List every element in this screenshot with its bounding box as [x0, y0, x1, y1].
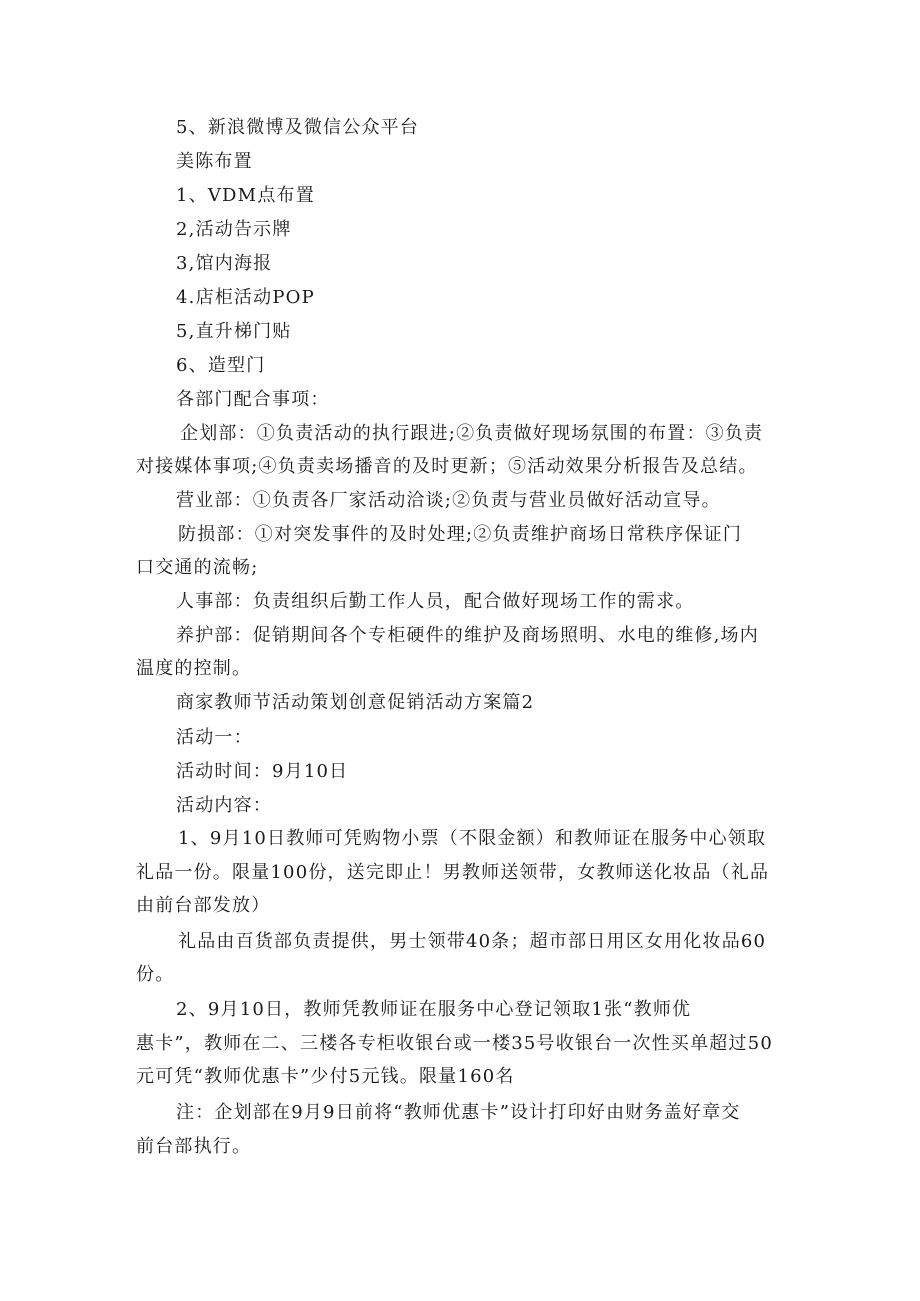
text-line: 营业部：①负责各厂家活动洽谈;②负责与营业员做好活动宣导。 — [176, 490, 721, 511]
text-line: 惠卡”，教师在二、三楼各专柜收银台或一楼35号收银台一次性买单超过50 — [136, 1033, 774, 1054]
text-line: 各部门配合事项： — [176, 389, 330, 410]
text-line: 1、VDM点布置 — [176, 185, 315, 206]
text-line: 礼品一份。限量100份，送完即止！男教师送领带，女教师送化妆品（礼品 — [136, 862, 770, 883]
text-line: 2,活动告示牌 — [176, 219, 292, 240]
text-line: 注：企划部在9月9日前将“教师优惠卡”设计打印好由财务盖好章交 — [176, 1102, 741, 1123]
text-line: 4.店柜活动POP — [176, 287, 315, 308]
text-line: 3,馆内海报 — [176, 253, 273, 274]
text-line: 温度的控制。 — [136, 658, 252, 679]
text-line: 5、新浪微博及微信公众平台 — [176, 117, 420, 138]
text-line: 由前台部发放） — [136, 895, 271, 916]
text-line: 口交通的流畅; — [136, 557, 259, 578]
text-line: 对接媒体事项;④负责卖场播音的及时更新；⑤活动效果分析报告及总结。 — [136, 456, 758, 477]
text-line: 礼品由百货部负责提供，男士领带40条；超市部日用区女用化妆品60 — [178, 931, 767, 952]
text-line: 2、9月10日，教师凭教师证在服务中心登记领取1张“教师优 — [176, 999, 692, 1020]
text-line: 企划部：①负责活动的执行跟进;②负责做好现场氛围的布置：③负责 — [180, 423, 764, 444]
text-line: 前台部执行。 — [136, 1136, 252, 1157]
text-line: 1、9月10日教师可凭购物小票（不限金额）和教师证在服务中心领取 — [178, 828, 767, 849]
text-line: 养护部：促销期间各个专柜硬件的维护及商场照明、水电的维修,场内 — [176, 625, 759, 646]
text-line: 5,直升梯门贴 — [176, 321, 292, 342]
text-line: 6、造型门 — [176, 355, 266, 376]
text-line: 份。 — [136, 964, 175, 985]
text-line: 美陈布置 — [176, 151, 253, 172]
text-line: 活动一： — [176, 727, 253, 748]
text-line: 元可凭“教师优惠卡”少付5元钱。限量160名 — [136, 1066, 515, 1087]
text-line: 商家教师节活动策划创意促销活动方案篇2 — [176, 692, 535, 713]
text-line: 活动内容： — [176, 795, 272, 816]
text-line: 人事部：负责组织后勤工作人员，配合做好现场工作的需求。 — [176, 591, 695, 612]
text-line: 活动时间：9月10日 — [176, 761, 349, 782]
text-line: 防损部：①对突发事件的及时处理;②负责维护商场日常秩序保证门 — [178, 524, 743, 545]
